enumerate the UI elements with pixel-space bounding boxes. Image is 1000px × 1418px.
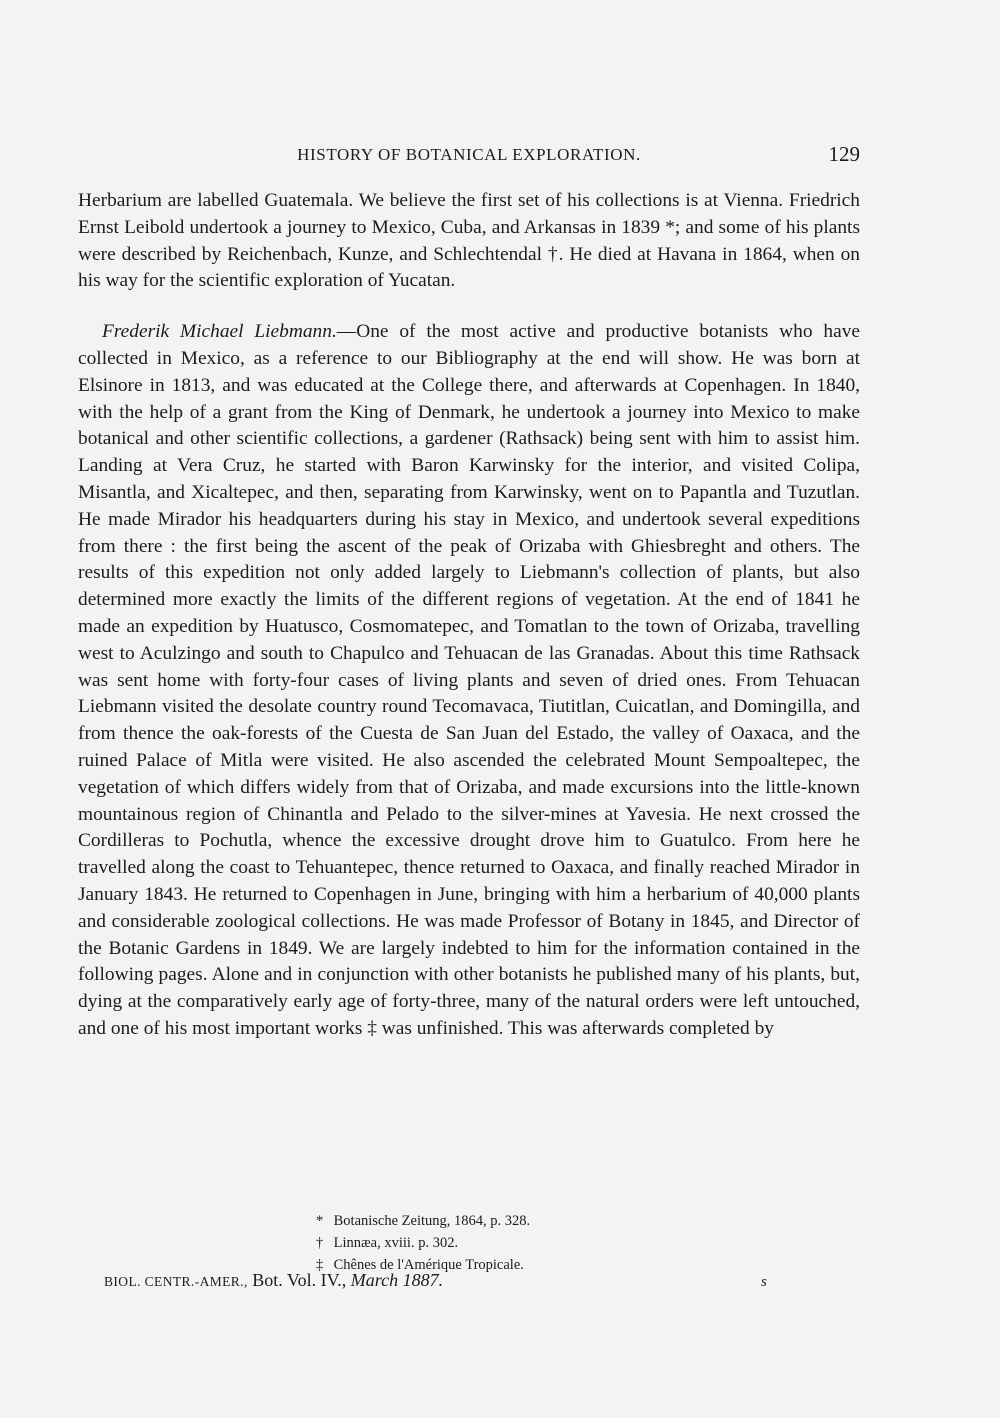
footnote-mark: † — [316, 1235, 324, 1251]
paragraph-text: —One of the most active and productive botanists who have collected in Mexico, as a reference to our Bibliography at the end will show. He was born at Elsinore in 1813, and was educated at the College there, and afterwards at Copenhagen. In 1840, with the help of a grant from the King of Denmark, he undertook a journey into Mexico to make botanical and other scientific collections, a gardener (Rathsack) being sent with him to assist him. Landing at Vera Cruz, he started with Baron Karwinsky for the interior, and visited Colipa, Misantla, and Xicaltepec, and then, separating from Karwinsky, went on to Papantla and Tuzutlan. He made Mirador his headquarters during his stay in Mexico, and undertook several expeditions from there : the first being the ascent of the peak of Orizaba with Ghiesbreght and others. The results of this expedition not only added largely to Liebmann's collection of plants, but also determined more exactly the limits of the different regions of vegetation. At the end of 1841 he made an expedition by Huatusco, Cosmomatepec, and Tomatlan to the town of Orizaba, travelling west to Aculzingo and south to Chapulco and Tehuacan de las Granadas. About this time Rathsack was sent home with forty-four cases of living plants and seven of dried ones. From Tehuacan Liebmann visited the desolate country round Tecomavaca, Tiutitlan, Cuicatlan, and Domingilla, and from thence the oak-forests of the Cuesta de San Juan del Estado, the valley of Oaxaca, and the ruined Palace of Mitla were visited. He also ascended the celebrated Mount Sempoaltepec, the vegetation of which differs widely from that of Orizaba, and made excursions into the little-known mountainous region of Chinantla and Pelado to the silver-mines at Yavesia. He next crossed the Cordilleras to Pochutla, whence the excessive drought drove him to Guatulco. From here he travelled along the coast to Tehuantepec, thence returned to Oaxaca, and finally reached Mirador in January 1843. He returned to Copenhagen in June, bringing with him a herbarium of 40,000 plants and considerable zoological collections. He was made Professor of Botany in 1845, and Director of the Botanic Gardens in 1849. We are largely indebted to him for the information contained in the following pages. Alone and in conjunction with other botanists he published many of his plants, but, dying at the comparatively early age of forty-three, many of the natural orders were left untouched, and one of his most important works ‡ was unfinished. This was afterwards completed by — [78, 321, 860, 1039]
footnote-2 — [316, 1232, 530, 1254]
paragraph-liebmann — [78, 319, 860, 1043]
footnote-mark: * — [316, 1213, 324, 1229]
footnote-text: Linnæa, xviii. p. 302. — [333, 1235, 459, 1251]
signature-mark: s — [761, 1274, 767, 1290]
imprint-date: March 1887. — [350, 1270, 444, 1290]
imprint-line — [104, 1270, 443, 1291]
footnotes — [316, 1210, 530, 1276]
imprint-volume: Bot. Vol. IV., — [252, 1270, 347, 1290]
footnote-text: Botanische Zeitung, 1864, p. 328. — [333, 1213, 531, 1229]
footnote-mark: ‡ — [316, 1257, 324, 1273]
imprint-series: BIOL. CENTR.-AMER., — [104, 1274, 248, 1289]
running-title: HISTORY OF BOTANICAL EXPLORATION. — [297, 145, 641, 164]
footnote-1 — [316, 1210, 530, 1232]
body-text — [78, 188, 860, 1043]
paragraph-leibold: Herbarium are labelled Guatemala. We believe the first set of his collections is at Vienna. Friedrich Ernst Leibold undertook a journey to Mexico, Cuba, and Arkansas in 1839 *; and some of his plants were described by Reichenbach, Kunze, and Schlechtendal †. He died at Havana in 1864, when on his way for the scientific exploration of Yucatan. — [78, 190, 860, 292]
paragraph-lead-name: Frederik Michael Liebmann. — [102, 321, 337, 343]
running-head — [78, 142, 860, 171]
footnote-text: Chênes de l'Amérique Tropicale. — [333, 1257, 524, 1273]
page-number: 129 — [828, 142, 860, 166]
